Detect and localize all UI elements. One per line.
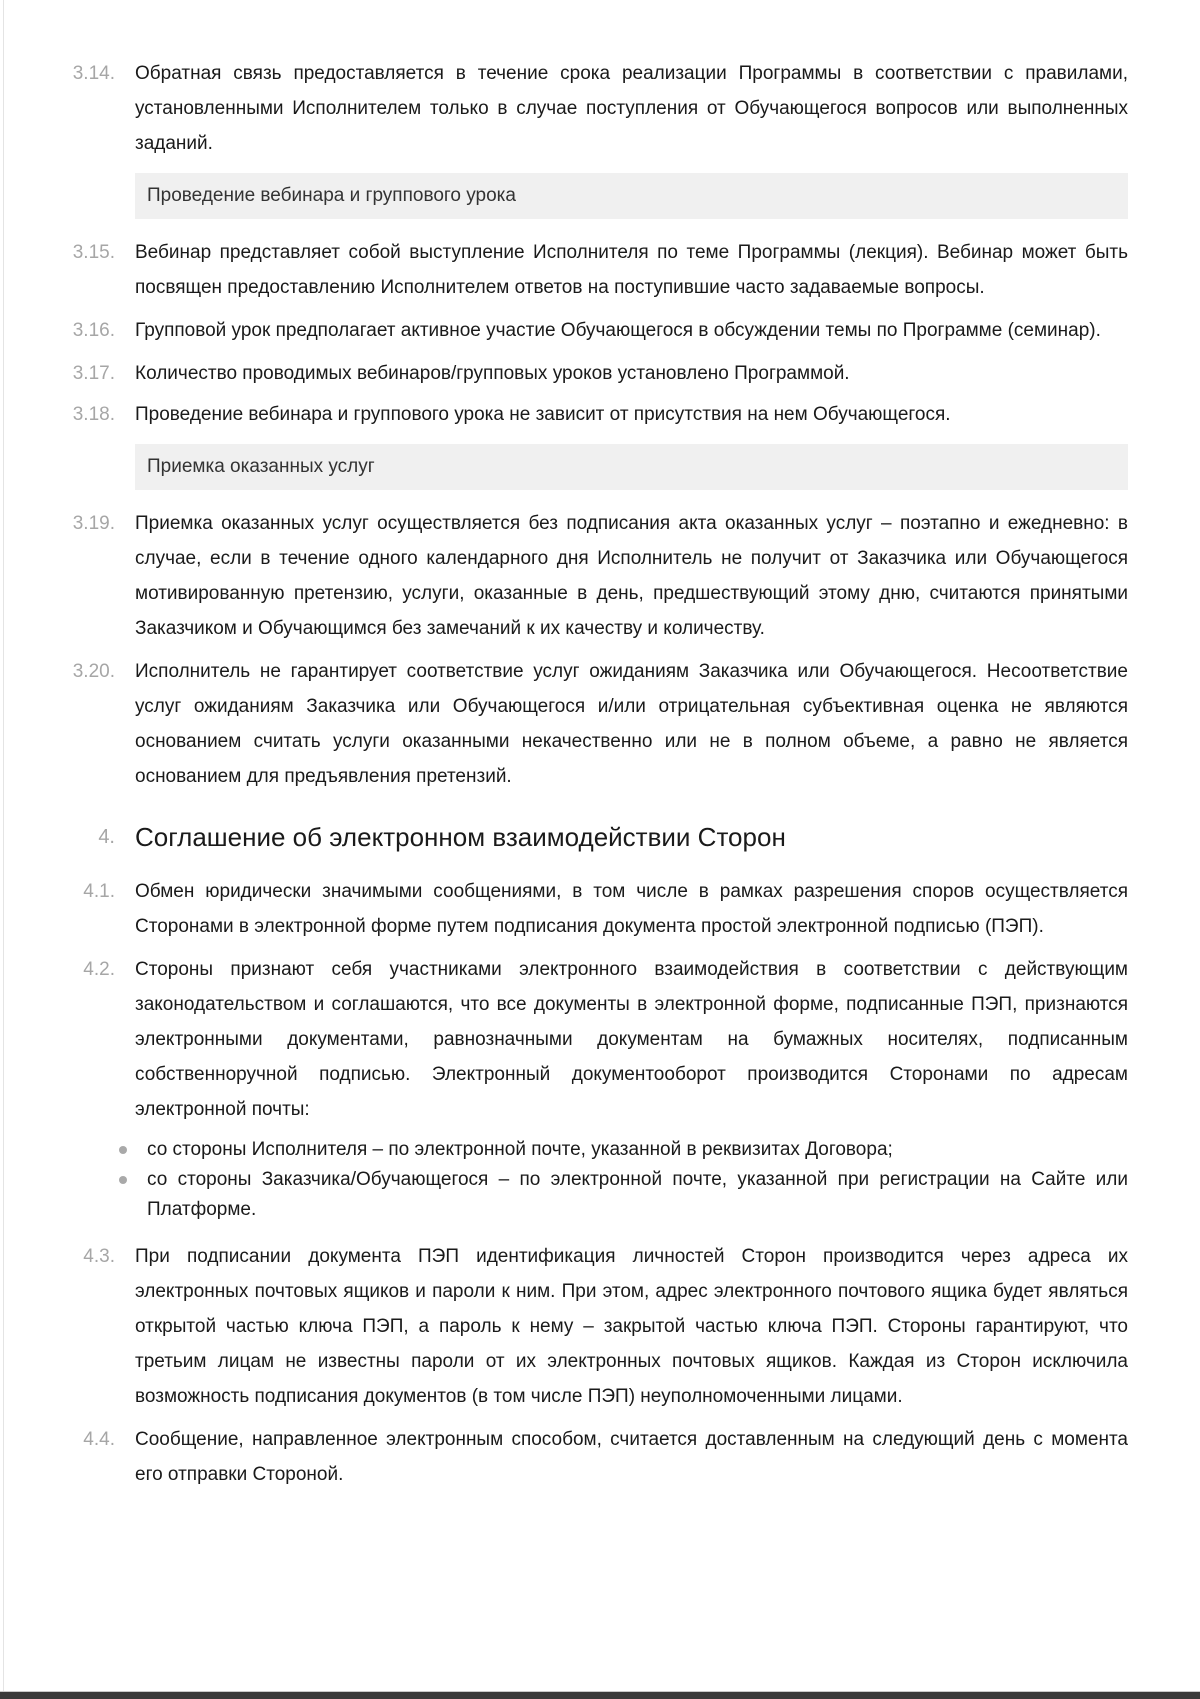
clause-row [0,235,1128,305]
clause-text: Количество проводимых вебинаров/групповых уроков установлено Программой. [135,363,850,384]
list-item [135,1165,1128,1225]
clause-text: Вебинар представляет собой выступление Исполнителя по теме Программы (лекция). Вебинар может быть посвящен предоставлению Исполнителем ответов на поступившие часто задаваемые вопросы. [135,242,1128,298]
bullet-icon [119,1176,127,1184]
list-item-text: со стороны Заказчика/Обучающегося – по электронной почте, указанной при регистрации на Сайте или Платформе. [147,1169,1128,1220]
section-band-label: Приемка оказанных услуг [135,444,1128,490]
clause-number: 4.4. [83,1429,115,1450]
clause-row [0,1239,1128,1414]
clause-row [0,654,1128,794]
clause-row [0,506,1128,646]
clause-row [0,397,1128,432]
section-heading-title: Соглашение об электронном взаимодействии Сторон [135,822,786,852]
clause-text: Проведение вебинара и группового урока не зависит от присутствия на нем Обучающегося. [135,404,951,425]
clause-number: 4.1. [83,881,115,902]
clause-row [0,56,1128,161]
clause-text: Исполнитель не гарантирует соответствие услуг ожиданиям Заказчика или Обучающегося. Несоответствие услуг ожиданиям Заказчика или Обучающегося и/или отрицательная субъективная оценка не являются основанием считать услуги оказанными некачественно или не в полном объеме, а равно не является основанием для предъявления претензий. [135,661,1128,787]
clause-text: При подписании документа ПЭП идентификация личностей Сторон производится через адреса их электронных почтовых ящиков и пароли к ним. При этом, адрес электронного почтового ящика будет являться открытой частью ключа ПЭП, а пароль к нему – закрытой частью ключа ПЭП. Стороны гарантируют, что третьим лицам не известны пароли от их электронных почтовых ящиков. Каждая из Сторон исключила возможность подписания документов (в том числе ПЭП) неуполномоченными лицами. [135,1246,1128,1407]
clause-number: 3.14. [72,63,115,84]
section-band-row [0,444,1128,490]
clause-text: Обратная связь предоставляется в течение срока реализации Программы в соответствии с правилами, установленными Исполнителем только в случае поступления от Обучающегося вопросов или выполненных заданий. [135,63,1128,154]
bullet-icon [119,1146,127,1154]
clause-row [0,952,1128,1127]
clause-row [0,1422,1128,1492]
clause-number: 4.2. [83,959,115,980]
clause-row [0,356,1128,391]
page-left-divider [3,0,4,1699]
clause-number: 3.16. [72,320,115,341]
clause-row [0,874,1128,944]
list-item-text: со стороны Исполнителя – по электронной почте, указанной в реквизитах Договора; [147,1139,893,1160]
clause-row [0,313,1128,348]
bullet-list [135,1135,1128,1225]
clause-number: 3.15. [72,242,115,263]
section-band-row [0,173,1128,219]
clause-text: Сообщение, направленное электронным способом, считается доставленным на следующий день с момента его отправки Стороной. [135,1429,1128,1485]
section-band-label: Проведение вебинара и группового урока [135,173,1128,219]
section-heading-number: 4. [98,826,115,848]
clause-text: Обмен юридически значимыми сообщениями, в том числе в рамках разрешения споров осуществляется Сторонами в электронной форме путем подписания документа простой электронной подписью (ПЭП). [135,881,1128,937]
bullet-list-row [0,1135,1128,1225]
clause-number: 4.3. [83,1246,115,1267]
clause-number: 3.20. [72,661,115,682]
section-heading-row [0,820,1128,854]
bottom-edge-bar [0,1691,1200,1699]
list-item [135,1135,1128,1165]
clause-number: 3.18. [72,404,115,425]
clause-number: 3.19. [72,513,115,534]
clause-text: Приемка оказанных услуг осуществляется без подписания акта оказанных услуг – поэтапно и ежедневно: в случае, если в течение одного календарного дня Исполнитель не получит от Заказчика или Обучающегося мотивированную претензию, услуги, оказанные в день, предшествующий этому дню, считаются принятыми Заказчиком и Обучающимся без замечаний к их качеству и количеству. [135,513,1128,639]
clause-text: Стороны признают себя участниками электронного взаимодействия в соответствии с действующим законодательством и соглашаются, что все документы в электронной форме, подписанные ПЭП, признаются электронными документами, равнозначными документам на бумажных носителях, подписанным собственноручной подписью. Электронный документооборот производится Сторонами по адресам электронной почты: [135,959,1128,1120]
clause-number: 3.17. [72,363,115,384]
clause-text: Групповой урок предполагает активное участие Обучающегося в обсуждении темы по Программе (семинар). [135,320,1101,341]
